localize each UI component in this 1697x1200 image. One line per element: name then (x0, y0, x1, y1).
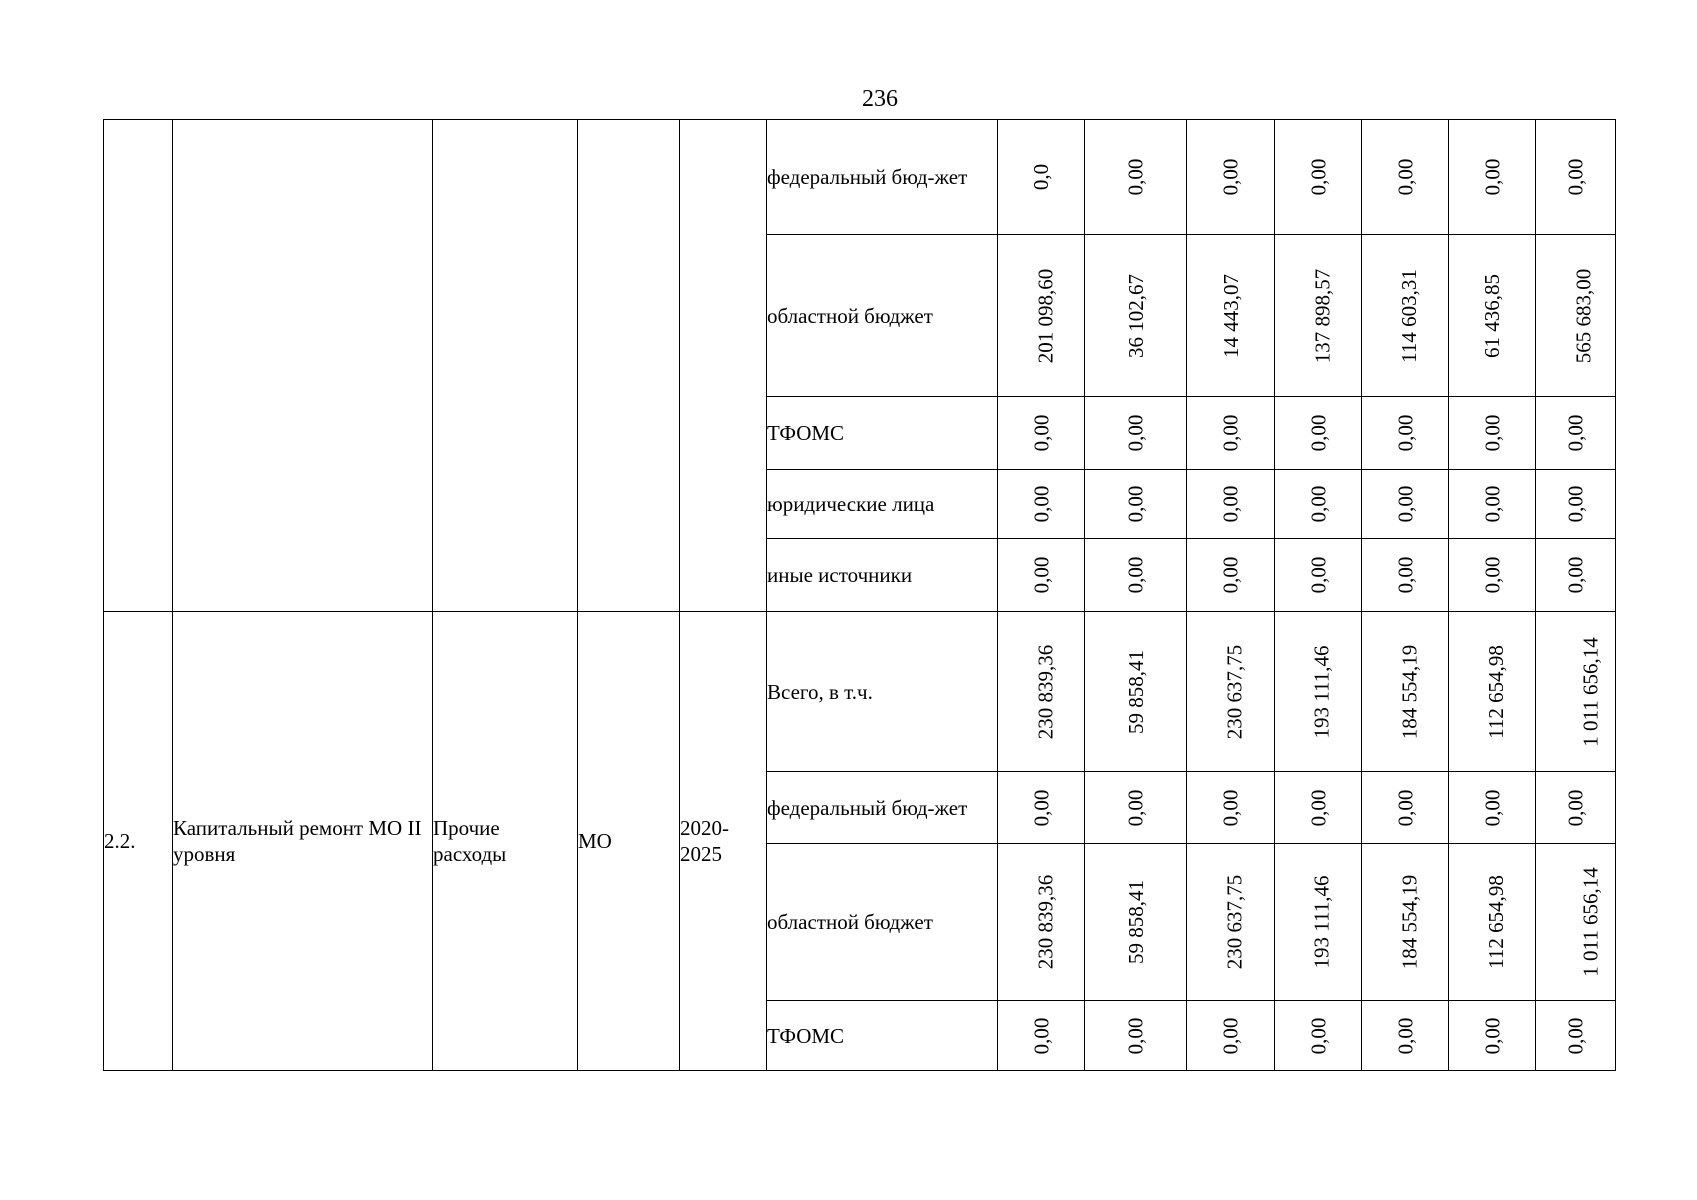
value-cell (1536, 120, 1616, 235)
value-cell (1275, 772, 1362, 844)
value-text: 0,00 (1306, 1017, 1330, 1054)
continued-expense-cell (433, 120, 578, 612)
source-cell: областной бюджет (767, 235, 998, 397)
value-cell (1187, 539, 1275, 612)
value-cell (1085, 235, 1187, 397)
value-cell (1085, 539, 1187, 612)
value-text: 112 654,98 (1483, 875, 1508, 969)
value-text: 0,00 (1393, 158, 1417, 196)
source-cell: ТФОМС (767, 397, 998, 470)
value-text: 0,00 (1393, 556, 1417, 594)
value-text: 0,00 (1393, 414, 1417, 452)
value-text: 0,00 (1306, 485, 1330, 523)
value-cell (1187, 1001, 1275, 1071)
page-number: 236 (862, 86, 898, 112)
item-period: 2020-2025 (680, 612, 767, 1071)
continued-number-cell (104, 120, 173, 612)
value-cell (1085, 120, 1187, 235)
value-text: 0,00 (1306, 789, 1330, 826)
value-cell (1449, 397, 1536, 470)
source-cell: федеральный бюд-жет (767, 120, 998, 235)
value-text: 59 858,41 (1123, 880, 1148, 964)
value-text: 184 554,19 (1397, 874, 1422, 970)
value-text: 0,00 (1480, 158, 1504, 196)
value-text: 0,00 (1563, 485, 1588, 523)
value-text: 0,00 (1218, 1017, 1243, 1054)
value-cell (1536, 772, 1616, 844)
value-text: 14 443,07 (1218, 273, 1243, 358)
value-text: 0,00 (1480, 556, 1504, 594)
value-cell (998, 539, 1085, 612)
source-cell: Всего, в т.ч. (767, 612, 998, 772)
value-text: 114 603,31 (1396, 268, 1421, 363)
value-text: 0,00 (1393, 485, 1417, 523)
value-cell (998, 470, 1085, 539)
value-cell (1085, 1001, 1187, 1071)
value-text: 0,00 (1563, 414, 1588, 452)
value-cell (1536, 1001, 1616, 1071)
value-text: 1 011 656,14 (1578, 867, 1603, 977)
value-cell (1449, 235, 1536, 397)
value-cell (1187, 235, 1275, 397)
value-cell (1275, 235, 1362, 397)
value-text: 61 436,85 (1480, 273, 1504, 358)
value-cell (1536, 397, 1616, 470)
value-text: 565 683,00 (1571, 268, 1596, 363)
value-text: 59 858,41 (1123, 649, 1148, 734)
value-cell (1449, 1001, 1536, 1071)
value-text: 0,00 (1306, 414, 1330, 452)
value-cell (1187, 470, 1275, 539)
value-cell (1187, 844, 1275, 1001)
value-text: 0,00 (1563, 556, 1588, 594)
value-text: 0,00 (1123, 1017, 1148, 1054)
item-expense-type: Прочие расходы (433, 612, 578, 1071)
value-text: 201 098,60 (1033, 268, 1058, 363)
value-text: 184 554,19 (1397, 644, 1422, 739)
value-cell (1449, 539, 1536, 612)
value-text: 112 654,98 (1483, 644, 1508, 739)
value-cell (1449, 772, 1536, 844)
value-cell (1085, 844, 1187, 1001)
value-cell (1085, 470, 1187, 539)
value-text: 0,00 (1218, 158, 1243, 196)
value-text: 0,00 (1218, 485, 1243, 523)
value-text: 0,00 (1218, 789, 1243, 826)
value-text: 0,00 (1563, 158, 1588, 196)
value-cell (1449, 470, 1536, 539)
value-cell (1536, 470, 1616, 539)
value-cell (1362, 397, 1449, 470)
value-cell (1275, 844, 1362, 1001)
value-cell (1362, 772, 1449, 844)
value-text: 193 111,46 (1309, 645, 1334, 738)
value-text: 0,0 (1029, 163, 1053, 191)
value-text: 0,00 (1563, 789, 1588, 826)
value-text: 0,00 (1480, 485, 1504, 523)
value-text: 0,00 (1123, 414, 1148, 452)
value-cell (1085, 397, 1187, 470)
value-cell (1187, 612, 1275, 772)
value-cell (998, 612, 1085, 772)
value-text: 0,00 (1029, 485, 1053, 523)
value-text: 193 111,46 (1309, 875, 1334, 969)
value-text: 0,00 (1029, 556, 1053, 594)
value-cell (1362, 844, 1449, 1001)
value-text: 0,00 (1123, 485, 1148, 523)
value-cell (998, 397, 1085, 470)
source-cell: ТФОМС (767, 1001, 998, 1071)
value-cell (1536, 844, 1616, 1001)
value-cell (1362, 470, 1449, 539)
value-text: 0,00 (1123, 556, 1148, 594)
value-text: 0,00 (1218, 556, 1243, 594)
value-text: 230 637,75 (1222, 644, 1247, 739)
value-cell (1362, 120, 1449, 235)
value-text: 0,00 (1123, 789, 1148, 826)
value-text: 0,00 (1563, 1017, 1588, 1054)
source-cell: иные источники (767, 539, 998, 612)
value-cell (1362, 1001, 1449, 1071)
value-cell (1187, 772, 1275, 844)
value-cell (1362, 612, 1449, 772)
value-text: 0,00 (1218, 414, 1243, 452)
value-cell (1275, 1001, 1362, 1071)
value-cell (1536, 235, 1616, 397)
value-cell (1187, 120, 1275, 235)
value-cell (1536, 539, 1616, 612)
table-row (104, 120, 1616, 235)
continued-name-cell (173, 120, 433, 612)
value-cell (1275, 612, 1362, 772)
value-text: 137 898,57 (1310, 268, 1335, 363)
value-cell (1085, 612, 1187, 772)
value-cell (1275, 120, 1362, 235)
budget-table (103, 119, 1616, 1071)
value-text: 36 102,67 (1123, 273, 1148, 358)
value-text: 0,00 (1393, 1017, 1417, 1054)
continued-executor-cell (578, 120, 680, 612)
value-text: 0,00 (1029, 414, 1053, 452)
value-text: 0,00 (1480, 414, 1504, 452)
value-text: 0,00 (1393, 789, 1417, 826)
value-cell (998, 120, 1085, 235)
value-cell (1362, 235, 1449, 397)
value-cell (1362, 539, 1449, 612)
item-name: Капитальный ремонт МО II уровня (173, 612, 433, 1071)
value-cell (1085, 772, 1187, 844)
continued-period-cell (680, 120, 767, 612)
item-executor: МО (578, 612, 680, 1071)
value-cell (1449, 844, 1536, 1001)
value-text: 0,00 (1306, 158, 1330, 196)
value-cell (998, 844, 1085, 1001)
value-text: 0,00 (1306, 556, 1330, 594)
value-text: 0,00 (1480, 789, 1504, 826)
source-cell: федеральный бюд-жет (767, 772, 998, 844)
value-text: 0,00 (1123, 158, 1148, 196)
value-text: 230 839,36 (1033, 644, 1058, 739)
table-row (104, 612, 1616, 772)
value-cell (1275, 397, 1362, 470)
value-text: 230 637,75 (1222, 874, 1247, 970)
value-cell (1187, 397, 1275, 470)
source-cell: областной бюджет (767, 844, 998, 1001)
value-text: 0,00 (1480, 1017, 1504, 1054)
value-text: 230 839,36 (1033, 874, 1058, 970)
value-text: 1 011 656,14 (1578, 636, 1603, 747)
value-cell (998, 235, 1085, 397)
value-cell (1275, 539, 1362, 612)
item-number: 2.2. (104, 612, 173, 1071)
value-cell (1536, 612, 1616, 772)
value-cell (1275, 470, 1362, 539)
value-text: 0,00 (1029, 1017, 1053, 1054)
source-cell: юридические лица (767, 470, 998, 539)
value-cell (1449, 120, 1536, 235)
value-cell (998, 772, 1085, 844)
value-cell (998, 1001, 1085, 1071)
value-text: 0,00 (1029, 789, 1053, 826)
value-cell (1449, 612, 1536, 772)
